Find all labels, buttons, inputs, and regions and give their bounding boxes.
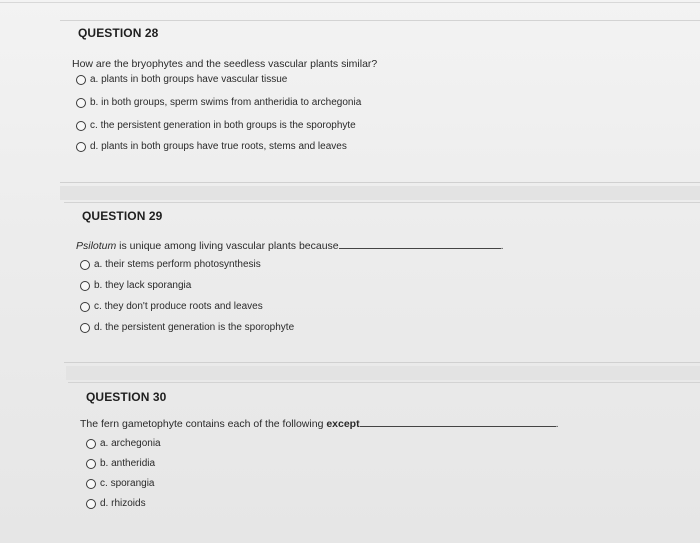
radio-icon[interactable] [80,302,90,312]
option-letter: b. [100,458,109,469]
option-letter: d. [100,498,109,509]
radio-icon[interactable] [86,439,96,449]
option-text: archegonia [111,438,161,449]
option-letter: a. [94,259,103,270]
question-28-title: QUESTION 28 [78,26,159,40]
option-letter: c. [90,120,98,131]
option-text: their stems perform photosynthesis [105,259,261,270]
radio-icon[interactable] [86,459,96,469]
question-28-option-d[interactable] [76,141,347,152]
question-29-option-a[interactable] [80,259,261,270]
option-letter: a. [100,438,109,449]
option-text: sporangia [110,478,155,489]
question-30-option-d[interactable] [86,498,146,509]
radio-icon[interactable] [76,98,86,108]
question-30-option-a[interactable] [86,438,161,449]
question-30-prompt [80,418,559,430]
question-29-option-d[interactable] [80,322,294,333]
question-29-option-c[interactable] [80,301,263,312]
question-29-header-line [64,202,700,203]
radio-icon[interactable] [86,499,96,509]
option-text: they lack sporangia [105,280,192,291]
option-text: rhizoids [111,498,146,509]
radio-icon[interactable] [80,323,90,333]
answer-blank [360,418,556,427]
radio-icon[interactable] [86,479,96,489]
question-gap-band [66,366,700,380]
question-30-option-c[interactable] [86,478,154,489]
option-letter: d. [94,322,103,333]
radio-icon[interactable] [76,121,86,131]
top-divider [0,2,700,3]
question-separator [64,362,700,363]
option-text: antheridia [111,458,156,469]
radio-icon[interactable] [76,75,86,85]
option-text: plants in both groups have true roots, stems and leaves [101,141,347,152]
question-30-header-line [68,382,700,383]
option-text: the persistent generation in both groups is the sporophyte [100,120,356,131]
prompt-italic-term: Psilotum [76,240,117,252]
radio-icon[interactable] [80,281,90,291]
prompt-end: . [555,418,559,430]
option-text: they don't produce roots and leaves [104,301,263,312]
option-letter: c. [94,301,102,312]
option-letter: d. [90,141,99,152]
question-29-prompt [76,240,504,252]
question-28-option-a[interactable] [76,74,287,85]
question-28-prompt: How are the bryophytes and the seedless vascular plants similar? [72,58,378,70]
question-29-option-b[interactable] [80,280,191,291]
question-30-option-b[interactable] [86,458,155,469]
prompt-bold-word: except [326,418,360,430]
option-text: the persistent generation is the sporophyte [105,322,295,333]
question-30-title: QUESTION 30 [86,390,167,404]
option-letter: a. [90,74,99,85]
option-letter: b. [94,280,103,291]
question-gap-band [60,186,700,200]
option-text: in both groups, sperm swims from antheridia to archegonia [101,97,362,108]
option-text: plants in both groups have vascular tissue [101,74,288,85]
question-28-option-b[interactable] [76,97,361,108]
question-28-header-line [60,20,700,21]
answer-blank [339,240,501,249]
question-separator [60,182,700,183]
prompt-text: The fern gametophyte contains each of the following [80,418,327,430]
radio-icon[interactable] [76,142,86,152]
option-letter: b. [90,97,99,108]
prompt-text: is unique among living vascular plants because [116,240,339,252]
radio-icon[interactable] [80,260,90,270]
prompt-end: . [500,240,504,252]
option-letter: c. [100,478,108,489]
question-29-title: QUESTION 29 [82,209,163,223]
question-28-option-c[interactable] [76,120,356,131]
